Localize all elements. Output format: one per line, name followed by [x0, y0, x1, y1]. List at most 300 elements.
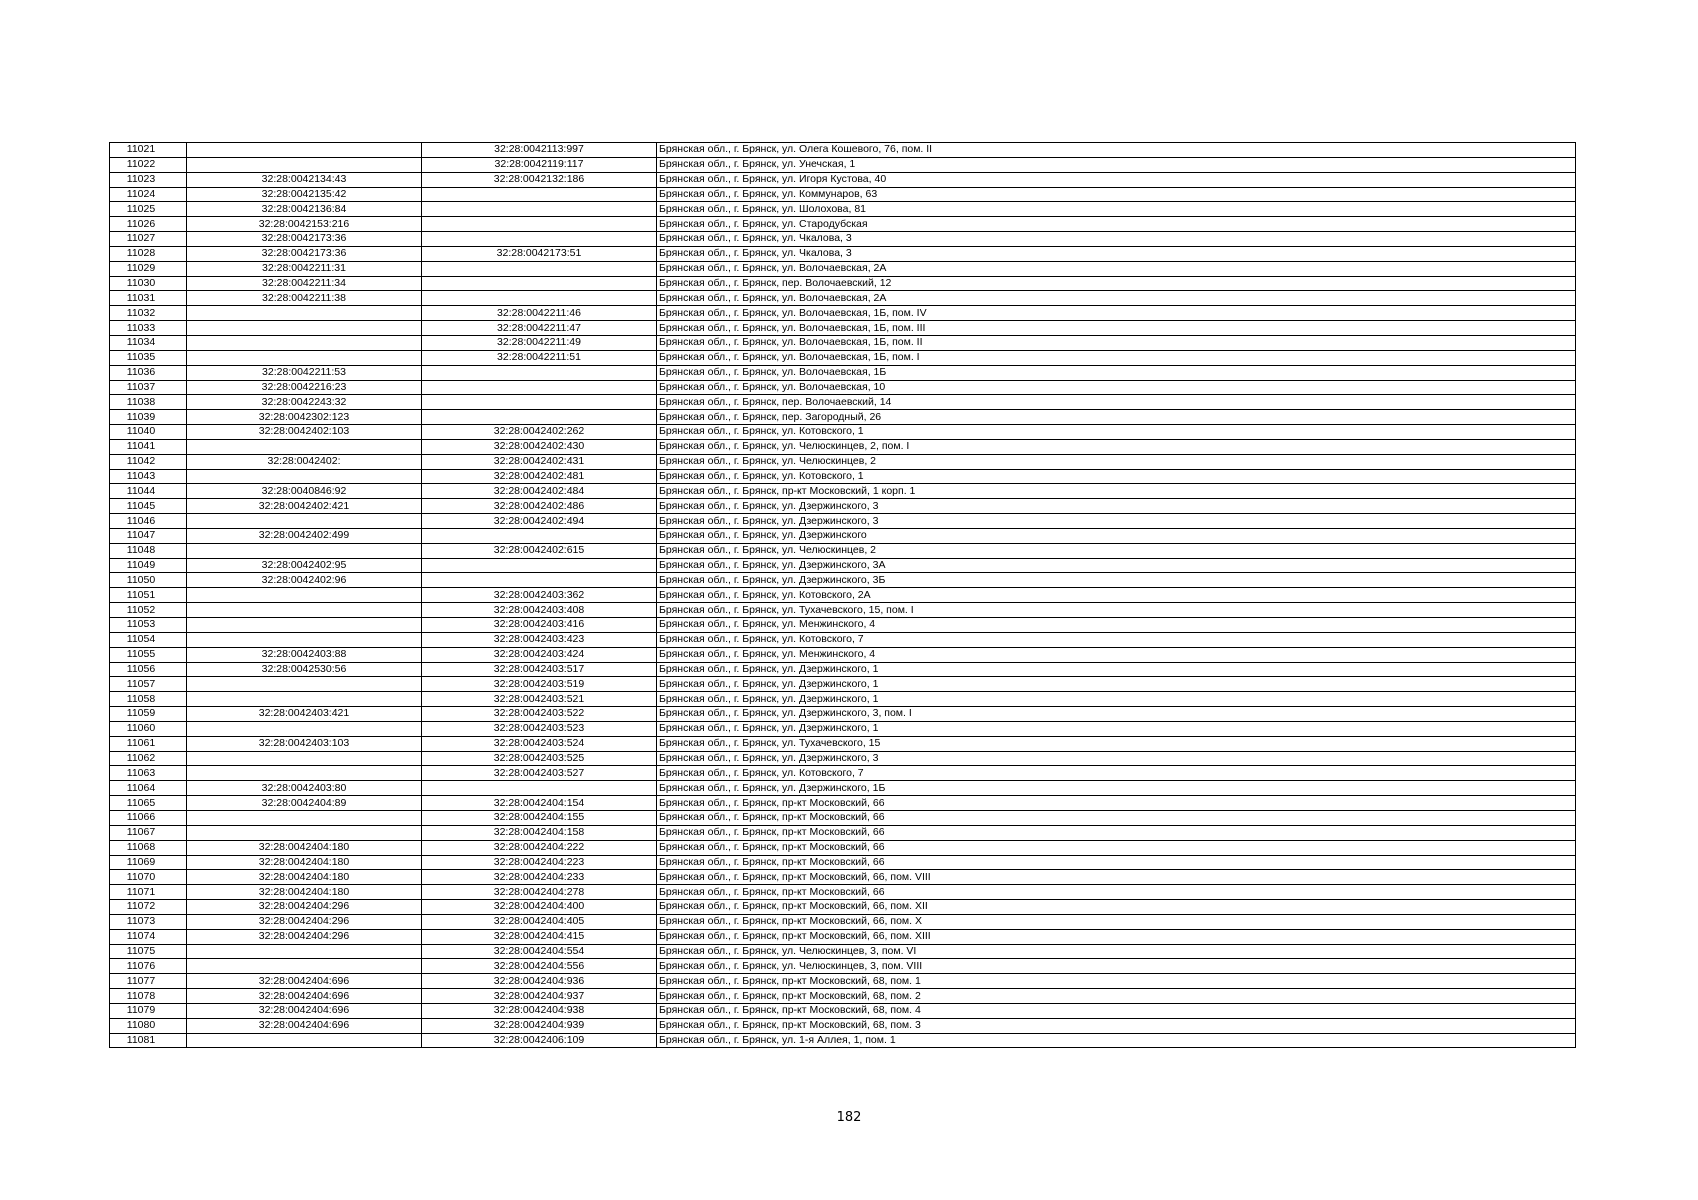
address-cell: Брянская обл., г. Брянск, пр-кт Московский, 66 [657, 885, 1576, 900]
row-number-cell: 11050 [110, 573, 187, 588]
address-cell: Брянская обл., г. Брянск, ул. Волочаевская, 2А [657, 291, 1576, 306]
object-cadastral-number-cell: 32:28:0042132:186 [422, 172, 657, 187]
address-cell: Брянская обл., г. Брянск, пр-кт Московский, 66 [657, 810, 1576, 825]
address-cell: Брянская обл., г. Брянск, ул. Котовского, 7 [657, 632, 1576, 647]
row-number-cell: 11070 [110, 870, 187, 885]
object-cadastral-number-cell: 32:28:0042404:937 [422, 989, 657, 1004]
table-row [110, 1003, 1576, 1018]
cadastral-number-cell: 32:28:0042404:180 [187, 870, 422, 885]
address-cell: Брянская обл., г. Брянск, пр-кт Московский, 66 [657, 796, 1576, 811]
object-cadastral-number-cell: 32:28:0042403:525 [422, 751, 657, 766]
cadastral-number-cell: 32:28:0042404:696 [187, 1003, 422, 1018]
object-cadastral-number-cell: 32:28:0042402:615 [422, 543, 657, 558]
table-row [110, 187, 1576, 202]
object-cadastral-number-cell: 32:28:0042119:117 [422, 157, 657, 172]
cadastral-number-cell: 32:28:0042404:89 [187, 796, 422, 811]
row-number-cell: 11042 [110, 454, 187, 469]
row-number-cell: 11030 [110, 276, 187, 291]
address-cell: Брянская обл., г. Брянск, пр-кт Московский, 66 [657, 855, 1576, 870]
cadastral-number-cell: 32:28:0042404:296 [187, 900, 422, 915]
cadastral-number-cell: 32:28:0042404:180 [187, 855, 422, 870]
address-cell: Брянская обл., г. Брянск, ул. Волочаевская, 1Б, пом. II [657, 335, 1576, 350]
cadastral-number-cell: 32:28:0042404:180 [187, 840, 422, 855]
row-number-cell: 11022 [110, 157, 187, 172]
table-row [110, 588, 1576, 603]
object-cadastral-number-cell [422, 291, 657, 306]
object-cadastral-number-cell [422, 261, 657, 276]
cadastral-number-cell: 32:28:0042136:84 [187, 202, 422, 217]
row-number-cell: 11055 [110, 647, 187, 662]
cadastral-number-cell [187, 959, 422, 974]
table-row [110, 291, 1576, 306]
table-row [110, 707, 1576, 722]
table-row [110, 632, 1576, 647]
table-row [110, 246, 1576, 261]
object-cadastral-number-cell: 32:28:0042403:524 [422, 736, 657, 751]
table-row [110, 736, 1576, 751]
row-number-cell: 11064 [110, 781, 187, 796]
cadastral-number-cell [187, 751, 422, 766]
table-row [110, 825, 1576, 840]
cadastral-number-cell: 32:28:0042211:53 [187, 365, 422, 380]
object-cadastral-number-cell: 32:28:0042404:405 [422, 914, 657, 929]
row-number-cell: 11033 [110, 321, 187, 336]
object-cadastral-number-cell: 32:28:0042404:278 [422, 885, 657, 900]
object-cadastral-number-cell: 32:28:0042404:223 [422, 855, 657, 870]
address-cell: Брянская обл., г. Брянск, ул. Унечская, 1 [657, 157, 1576, 172]
address-cell: Брянская обл., г. Брянск, ул. Котовского, 1 [657, 425, 1576, 440]
row-number-cell: 11040 [110, 425, 187, 440]
object-cadastral-number-cell: 32:28:0042402:494 [422, 514, 657, 529]
address-cell: Брянская обл., г. Брянск, ул. Шолохова, 81 [657, 202, 1576, 217]
row-number-cell: 11069 [110, 855, 187, 870]
address-cell: Брянская обл., г. Брянск, ул. Челюскинцев, 2 [657, 543, 1576, 558]
row-number-cell: 11072 [110, 900, 187, 915]
object-cadastral-number-cell: 32:28:0042403:424 [422, 647, 657, 662]
row-number-cell: 11071 [110, 885, 187, 900]
address-cell: Брянская обл., г. Брянск, ул. Волочаевская, 1Б, пом. I [657, 350, 1576, 365]
row-number-cell: 11065 [110, 796, 187, 811]
row-number-cell: 11062 [110, 751, 187, 766]
row-number-cell: 11047 [110, 528, 187, 543]
object-cadastral-number-cell: 32:28:0042404:936 [422, 974, 657, 989]
table-row [110, 781, 1576, 796]
cadastral-number-cell: 32:28:0042530:56 [187, 662, 422, 677]
object-cadastral-number-cell [422, 232, 657, 247]
table-row [110, 306, 1576, 321]
table-row [110, 157, 1576, 172]
row-number-cell: 11035 [110, 350, 187, 365]
row-number-cell: 11038 [110, 395, 187, 410]
object-cadastral-number-cell: 32:28:0042404:154 [422, 796, 657, 811]
cadastral-number-cell: 32:28:0042211:38 [187, 291, 422, 306]
table-row [110, 410, 1576, 425]
object-cadastral-number-cell: 32:28:0042404:939 [422, 1018, 657, 1033]
address-cell: Брянская обл., г. Брянск, пр-кт Московский, 66 [657, 840, 1576, 855]
cadastral-number-cell: 32:28:0042302:123 [187, 410, 422, 425]
cadastral-number-cell: 32:28:0042211:31 [187, 261, 422, 276]
table-row [110, 929, 1576, 944]
object-cadastral-number-cell: 32:28:0042402:431 [422, 454, 657, 469]
table-row [110, 974, 1576, 989]
table-row [110, 1033, 1576, 1048]
address-cell: Брянская обл., г. Брянск, ул. Челюскинцев, 3, пом. VIII [657, 959, 1576, 974]
row-number-cell: 11021 [110, 143, 187, 158]
table-row [110, 380, 1576, 395]
cadastral-number-cell: 32:28:0042402:499 [187, 528, 422, 543]
cadastral-number-cell: 32:28:0042402:95 [187, 558, 422, 573]
row-number-cell: 11043 [110, 469, 187, 484]
table-row [110, 840, 1576, 855]
table-row [110, 573, 1576, 588]
cadastral-number-cell: 32:28:0042402:103 [187, 425, 422, 440]
table-row [110, 514, 1576, 529]
object-cadastral-number-cell: 32:28:0042404:938 [422, 1003, 657, 1018]
table-row [110, 855, 1576, 870]
address-cell: Брянская обл., г. Брянск, пр-кт Московский, 68, пом. 4 [657, 1003, 1576, 1018]
object-cadastral-number-cell: 32:28:0042403:362 [422, 588, 657, 603]
row-number-cell: 11081 [110, 1033, 187, 1048]
table-row [110, 1018, 1576, 1033]
cadastral-number-cell [187, 306, 422, 321]
table-row [110, 796, 1576, 811]
address-cell: Брянская обл., г. Брянск, ул. Челюскинцев, 3, пом. VI [657, 944, 1576, 959]
table-row [110, 528, 1576, 543]
table-row [110, 365, 1576, 380]
address-cell: Брянская обл., г. Брянск, ул. Челюскинцев, 2 [657, 454, 1576, 469]
object-cadastral-number-cell: 32:28:0042404:400 [422, 900, 657, 915]
cadastral-number-cell: 32:28:0042402:421 [187, 499, 422, 514]
cadastral-number-cell [187, 350, 422, 365]
cadastral-number-cell: 32:28:0042402:96 [187, 573, 422, 588]
table-row [110, 618, 1576, 633]
table-row [110, 721, 1576, 736]
table-row [110, 425, 1576, 440]
object-cadastral-number-cell [422, 365, 657, 380]
address-cell: Брянская обл., г. Брянск, пр-кт Московский, 68, пом. 3 [657, 1018, 1576, 1033]
table-row [110, 810, 1576, 825]
address-cell: Брянская обл., г. Брянск, пр-кт Московский, 66, пом. XII [657, 900, 1576, 915]
table-row [110, 321, 1576, 336]
object-cadastral-number-cell: 32:28:0042403:521 [422, 692, 657, 707]
table-row [110, 766, 1576, 781]
address-cell: Брянская обл., г. Брянск, ул. Чкалова, 3 [657, 232, 1576, 247]
table-row [110, 261, 1576, 276]
address-cell: Брянская обл., г. Брянск, ул. Коммунаров, 63 [657, 187, 1576, 202]
address-cell: Брянская обл., г. Брянск, ул. Стародубская [657, 217, 1576, 232]
object-cadastral-number-cell [422, 276, 657, 291]
cadastral-number-cell [187, 632, 422, 647]
row-number-cell: 11049 [110, 558, 187, 573]
object-cadastral-number-cell [422, 781, 657, 796]
row-number-cell: 11074 [110, 929, 187, 944]
cadastral-number-cell [187, 514, 422, 529]
object-cadastral-number-cell [422, 410, 657, 425]
address-cell: Брянская обл., г. Брянск, ул. Котовского, 2А [657, 588, 1576, 603]
row-number-cell: 11053 [110, 618, 187, 633]
cadastral-number-cell [187, 810, 422, 825]
cadastral-number-cell [187, 944, 422, 959]
object-cadastral-number-cell: 32:28:0042211:46 [422, 306, 657, 321]
row-number-cell: 11026 [110, 217, 187, 232]
object-cadastral-number-cell: 32:28:0042406:109 [422, 1033, 657, 1048]
table-row [110, 350, 1576, 365]
address-cell: Брянская обл., г. Брянск, ул. Менжинского, 4 [657, 618, 1576, 633]
table-row [110, 439, 1576, 454]
table-row [110, 202, 1576, 217]
address-cell: Брянская обл., г. Брянск, ул. Олега Кошевого, 76, пом. II [657, 143, 1576, 158]
row-number-cell: 11067 [110, 825, 187, 840]
cadastral-number-cell [187, 721, 422, 736]
cadastral-number-cell [187, 335, 422, 350]
row-number-cell: 11045 [110, 499, 187, 514]
row-number-cell: 11068 [110, 840, 187, 855]
cadastral-table [109, 142, 1576, 1048]
object-cadastral-number-cell: 32:28:0042211:49 [422, 335, 657, 350]
address-cell: Брянская обл., г. Брянск, ул. Волочаевская, 1Б, пом. III [657, 321, 1576, 336]
row-number-cell: 11036 [110, 365, 187, 380]
row-number-cell: 11076 [110, 959, 187, 974]
table-row [110, 989, 1576, 1004]
table-row [110, 335, 1576, 350]
table-row [110, 885, 1576, 900]
row-number-cell: 11054 [110, 632, 187, 647]
cadastral-number-cell: 32:28:0042216:23 [187, 380, 422, 395]
cadastral-number-cell [187, 692, 422, 707]
address-cell: Брянская обл., г. Брянск, ул. Дзержинского, 3 [657, 751, 1576, 766]
table-row [110, 543, 1576, 558]
object-cadastral-number-cell [422, 217, 657, 232]
row-number-cell: 11024 [110, 187, 187, 202]
address-cell: Брянская обл., г. Брянск, ул. Дзержинского, 1 [657, 662, 1576, 677]
address-cell: Брянская обл., г. Брянск, ул. Менжинского, 4 [657, 647, 1576, 662]
object-cadastral-number-cell [422, 380, 657, 395]
object-cadastral-number-cell: 32:28:0042402:430 [422, 439, 657, 454]
row-number-cell: 11044 [110, 484, 187, 499]
row-number-cell: 11041 [110, 439, 187, 454]
table-row [110, 603, 1576, 618]
object-cadastral-number-cell: 32:28:0042403:517 [422, 662, 657, 677]
table-row [110, 914, 1576, 929]
table-row [110, 959, 1576, 974]
row-number-cell: 11077 [110, 974, 187, 989]
table-row [110, 232, 1576, 247]
address-cell: Брянская обл., г. Брянск, ул. 1-я Аллея, 1, пом. 1 [657, 1033, 1576, 1048]
cadastral-number-cell: 32:28:0042404:696 [187, 974, 422, 989]
row-number-cell: 11063 [110, 766, 187, 781]
row-number-cell: 11060 [110, 721, 187, 736]
row-number-cell: 11061 [110, 736, 187, 751]
row-number-cell: 11051 [110, 588, 187, 603]
table-row [110, 499, 1576, 514]
object-cadastral-number-cell [422, 202, 657, 217]
cadastral-number-cell: 32:28:0042404:296 [187, 929, 422, 944]
cadastral-number-cell [187, 439, 422, 454]
object-cadastral-number-cell [422, 528, 657, 543]
address-cell: Брянская обл., г. Брянск, ул. Волочаевская, 2А [657, 261, 1576, 276]
cadastral-number-cell: 32:28:0042243:32 [187, 395, 422, 410]
object-cadastral-number-cell [422, 573, 657, 588]
row-number-cell: 11052 [110, 603, 187, 618]
object-cadastral-number-cell: 32:28:0042403:523 [422, 721, 657, 736]
row-number-cell: 11056 [110, 662, 187, 677]
address-cell: Брянская обл., г. Брянск, ул. Дзержинского, 1 [657, 692, 1576, 707]
object-cadastral-number-cell: 32:28:0042403:527 [422, 766, 657, 781]
row-number-cell: 11048 [110, 543, 187, 558]
address-cell: Брянская обл., г. Брянск, пр-кт Московский, 68, пом. 2 [657, 989, 1576, 1004]
address-cell: Брянская обл., г. Брянск, ул. Котовского, 1 [657, 469, 1576, 484]
cadastral-number-cell: 32:28:0042402: [187, 454, 422, 469]
object-cadastral-number-cell: 32:28:0042403:519 [422, 677, 657, 692]
table-row [110, 143, 1576, 158]
row-number-cell: 11073 [110, 914, 187, 929]
table-row [110, 944, 1576, 959]
table-row [110, 558, 1576, 573]
row-number-cell: 11029 [110, 261, 187, 276]
table-row [110, 677, 1576, 692]
table-row [110, 870, 1576, 885]
address-cell: Брянская обл., г. Брянск, пр-кт Московский, 66, пом. X [657, 914, 1576, 929]
object-cadastral-number-cell: 32:28:0042404:155 [422, 810, 657, 825]
address-cell: Брянская обл., г. Брянск, пр-кт Московский, 68, пом. 1 [657, 974, 1576, 989]
table-row [110, 172, 1576, 187]
table-row [110, 395, 1576, 410]
object-cadastral-number-cell: 32:28:0042403:423 [422, 632, 657, 647]
cadastral-number-cell [187, 603, 422, 618]
object-cadastral-number-cell: 32:28:0042113:997 [422, 143, 657, 158]
cadastral-number-cell [187, 1033, 422, 1048]
table-body [110, 143, 1576, 1048]
address-cell: Брянская обл., г. Брянск, ул. Челюскинцев, 2, пом. I [657, 439, 1576, 454]
cadastral-number-cell [187, 469, 422, 484]
address-cell: Брянская обл., г. Брянск, пер. Волочаевский, 12 [657, 276, 1576, 291]
row-number-cell: 11057 [110, 677, 187, 692]
row-number-cell: 11066 [110, 810, 187, 825]
cadastral-number-cell: 32:28:0040846:92 [187, 484, 422, 499]
cadastral-number-cell: 32:28:0042173:36 [187, 232, 422, 247]
object-cadastral-number-cell: 32:28:0042404:554 [422, 944, 657, 959]
cadastral-number-cell [187, 143, 422, 158]
object-cadastral-number-cell: 32:28:0042173:51 [422, 246, 657, 261]
object-cadastral-number-cell: 32:28:0042404:415 [422, 929, 657, 944]
object-cadastral-number-cell: 32:28:0042402:486 [422, 499, 657, 514]
row-number-cell: 11078 [110, 989, 187, 1004]
object-cadastral-number-cell: 32:28:0042402:262 [422, 425, 657, 440]
address-cell: Брянская обл., г. Брянск, пр-кт Московский, 66 [657, 825, 1576, 840]
cadastral-number-cell: 32:28:0042404:296 [187, 914, 422, 929]
row-number-cell: 11032 [110, 306, 187, 321]
address-cell: Брянская обл., г. Брянск, ул. Чкалова, 3 [657, 246, 1576, 261]
address-cell: Брянская обл., г. Брянск, ул. Дзержинского, 3А [657, 558, 1576, 573]
address-cell: Брянская обл., г. Брянск, пер. Загородный, 26 [657, 410, 1576, 425]
row-number-cell: 11027 [110, 232, 187, 247]
address-cell: Брянская обл., г. Брянск, ул. Волочаевская, 1Б [657, 365, 1576, 380]
address-cell: Брянская обл., г. Брянск, ул. Игоря Кустова, 40 [657, 172, 1576, 187]
cadastral-number-cell: 32:28:0042153:216 [187, 217, 422, 232]
cadastral-number-cell: 32:28:0042404:696 [187, 1018, 422, 1033]
object-cadastral-number-cell: 32:28:0042403:416 [422, 618, 657, 633]
object-cadastral-number-cell: 32:28:0042402:481 [422, 469, 657, 484]
row-number-cell: 11031 [110, 291, 187, 306]
cadastral-number-cell: 32:28:0042403:103 [187, 736, 422, 751]
row-number-cell: 11023 [110, 172, 187, 187]
table-row [110, 900, 1576, 915]
address-cell: Брянская обл., г. Брянск, ул. Волочаевская, 10 [657, 380, 1576, 395]
cadastral-number-cell [187, 543, 422, 558]
cadastral-number-cell [187, 677, 422, 692]
address-cell: Брянская обл., г. Брянск, ул. Дзержинского, 3 [657, 514, 1576, 529]
cadastral-number-cell: 32:28:0042403:88 [187, 647, 422, 662]
address-cell: Брянская обл., г. Брянск, ул. Котовского, 7 [657, 766, 1576, 781]
cadastral-number-cell: 32:28:0042404:180 [187, 885, 422, 900]
table-row [110, 662, 1576, 677]
cadastral-number-cell [187, 321, 422, 336]
row-number-cell: 11046 [110, 514, 187, 529]
row-number-cell: 11058 [110, 692, 187, 707]
address-cell: Брянская обл., г. Брянск, ул. Волочаевская, 1Б, пом. IV [657, 306, 1576, 321]
table-row [110, 751, 1576, 766]
object-cadastral-number-cell: 32:28:0042404:556 [422, 959, 657, 974]
row-number-cell: 11080 [110, 1018, 187, 1033]
cadastral-number-cell: 32:28:0042404:696 [187, 989, 422, 1004]
table-row [110, 484, 1576, 499]
address-cell: Брянская обл., г. Брянск, ул. Дзержинского, 3Б [657, 573, 1576, 588]
table-row [110, 647, 1576, 662]
address-cell: Брянская обл., г. Брянск, ул. Дзержинского, 3, пом. I [657, 707, 1576, 722]
table-row [110, 276, 1576, 291]
address-cell: Брянская обл., г. Брянск, ул. Тухачевского, 15 [657, 736, 1576, 751]
row-number-cell: 11037 [110, 380, 187, 395]
row-number-cell: 11028 [110, 246, 187, 261]
cadastral-number-cell: 32:28:0042134:43 [187, 172, 422, 187]
table-row [110, 692, 1576, 707]
row-number-cell: 11075 [110, 944, 187, 959]
address-cell: Брянская обл., г. Брянск, ул. Дзержинского, 3 [657, 499, 1576, 514]
address-cell: Брянская обл., г. Брянск, ул. Дзержинского, 1 [657, 721, 1576, 736]
object-cadastral-number-cell [422, 558, 657, 573]
table-row [110, 469, 1576, 484]
cadastral-number-cell: 32:28:0042403:421 [187, 707, 422, 722]
address-cell: Брянская обл., г. Брянск, ул. Дзержинского, 1 [657, 677, 1576, 692]
cadastral-number-cell: 32:28:0042403:80 [187, 781, 422, 796]
object-cadastral-number-cell [422, 187, 657, 202]
table-row [110, 454, 1576, 469]
row-number-cell: 11039 [110, 410, 187, 425]
address-cell: Брянская обл., г. Брянск, пр-кт Московский, 66, пом. XIII [657, 929, 1576, 944]
address-cell: Брянская обл., г. Брянск, ул. Дзержинского, 1Б [657, 781, 1576, 796]
object-cadastral-number-cell: 32:28:0042402:484 [422, 484, 657, 499]
object-cadastral-number-cell: 32:28:0042211:47 [422, 321, 657, 336]
row-number-cell: 11025 [110, 202, 187, 217]
object-cadastral-number-cell: 32:28:0042404:158 [422, 825, 657, 840]
row-number-cell: 11079 [110, 1003, 187, 1018]
cadastral-number-cell: 32:28:0042135:42 [187, 187, 422, 202]
object-cadastral-number-cell: 32:28:0042404:222 [422, 840, 657, 855]
object-cadastral-number-cell: 32:28:0042211:51 [422, 350, 657, 365]
cadastral-number-cell [187, 618, 422, 633]
row-number-cell: 11059 [110, 707, 187, 722]
row-number-cell: 11034 [110, 335, 187, 350]
object-cadastral-number-cell [422, 395, 657, 410]
cadastral-number-cell [187, 825, 422, 840]
object-cadastral-number-cell: 32:28:0042403:522 [422, 707, 657, 722]
object-cadastral-number-cell: 32:28:0042403:408 [422, 603, 657, 618]
cadastral-number-cell: 32:28:0042173:36 [187, 246, 422, 261]
cadastral-number-cell [187, 766, 422, 781]
cadastral-number-cell: 32:28:0042211:34 [187, 276, 422, 291]
address-cell: Брянская обл., г. Брянск, пр-кт Московский, 1 корп. 1 [657, 484, 1576, 499]
address-cell: Брянская обл., г. Брянск, пр-кт Московский, 66, пом. VIII [657, 870, 1576, 885]
